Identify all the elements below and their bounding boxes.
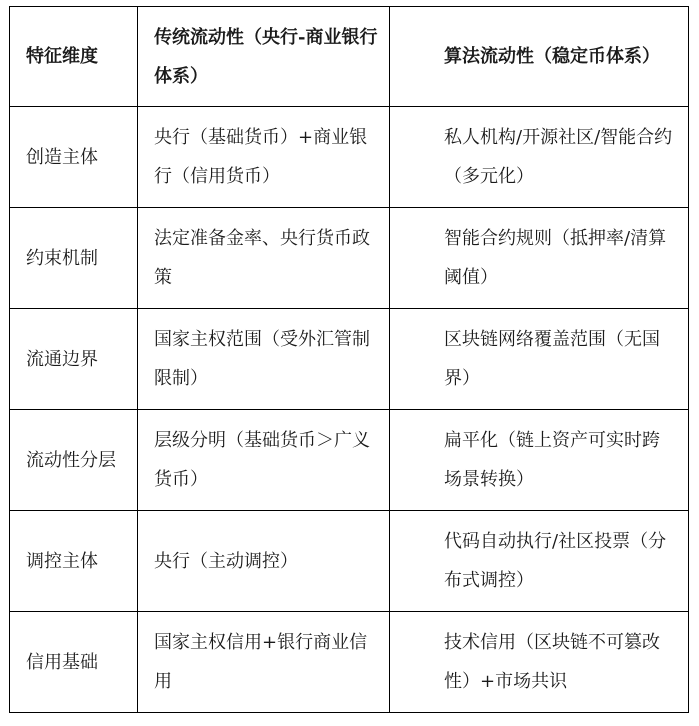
row-traditional <box>138 511 390 612</box>
cell-text: 法定准备金率、央行货币政策 <box>154 228 370 288</box>
row-algorithmic <box>390 208 689 309</box>
cell-text: 约束机制 <box>26 247 98 269</box>
cell-text: 代码自动执行/社区投票（分布式调控） <box>444 531 667 591</box>
table-row <box>10 410 689 511</box>
row-dimension <box>10 309 138 410</box>
row-dimension <box>10 410 138 511</box>
row-traditional <box>138 410 390 511</box>
row-traditional <box>138 309 390 410</box>
row-algorithmic <box>390 107 689 208</box>
cell-text: 私人机构/开源社区/智能合约（多元化） <box>444 127 673 187</box>
header-dimension-text: 特征维度 <box>26 46 98 67</box>
row-dimension <box>10 511 138 612</box>
row-dimension <box>10 107 138 208</box>
cell-text: 国家主权范围（受外汇管制限制） <box>154 329 370 389</box>
table-row <box>10 612 689 713</box>
row-algorithmic <box>390 612 689 713</box>
cell-text: 流动性分层 <box>26 449 116 471</box>
table-row <box>10 107 689 208</box>
header-traditional <box>138 7 390 107</box>
table-header-row <box>10 7 689 107</box>
row-dimension <box>10 208 138 309</box>
row-dimension <box>10 612 138 713</box>
cell-text: 智能合约规则（抵押率/清算阈值） <box>444 228 667 288</box>
row-traditional <box>138 208 390 309</box>
row-traditional <box>138 612 390 713</box>
cell-text: 扁平化（链上资产可实时跨场景转换） <box>444 430 660 490</box>
cell-text: 层级分明（基础货币＞广义货币） <box>154 430 370 490</box>
header-algorithmic-text: 算法流动性（稳定币体系） <box>444 46 660 67</box>
cell-text: 信用基础 <box>26 651 98 673</box>
header-traditional-text: 传统流动性（央行-商业银行体系） <box>154 26 378 87</box>
row-algorithmic <box>390 511 689 612</box>
table-row <box>10 309 689 410</box>
cell-text: 流通边界 <box>26 348 98 370</box>
row-traditional <box>138 107 390 208</box>
cell-text: 央行（基础货币）+商业银行（信用货币） <box>154 127 368 187</box>
row-algorithmic <box>390 309 689 410</box>
table-row <box>10 511 689 612</box>
cell-text: 技术信用（区块链不可篡改性）+市场共识 <box>444 632 660 692</box>
cell-text: 区块链网络覆盖范围（无国界） <box>444 329 660 389</box>
table-row <box>10 208 689 309</box>
header-dimension <box>10 7 138 107</box>
header-algorithmic <box>390 7 689 107</box>
comparison-table <box>9 6 689 713</box>
cell-text: 国家主权信用+银行商业信用 <box>154 632 368 692</box>
cell-text: 调控主体 <box>26 550 98 572</box>
cell-text: 央行（主动调控） <box>154 550 298 572</box>
row-algorithmic <box>390 410 689 511</box>
cell-text: 创造主体 <box>26 146 98 168</box>
